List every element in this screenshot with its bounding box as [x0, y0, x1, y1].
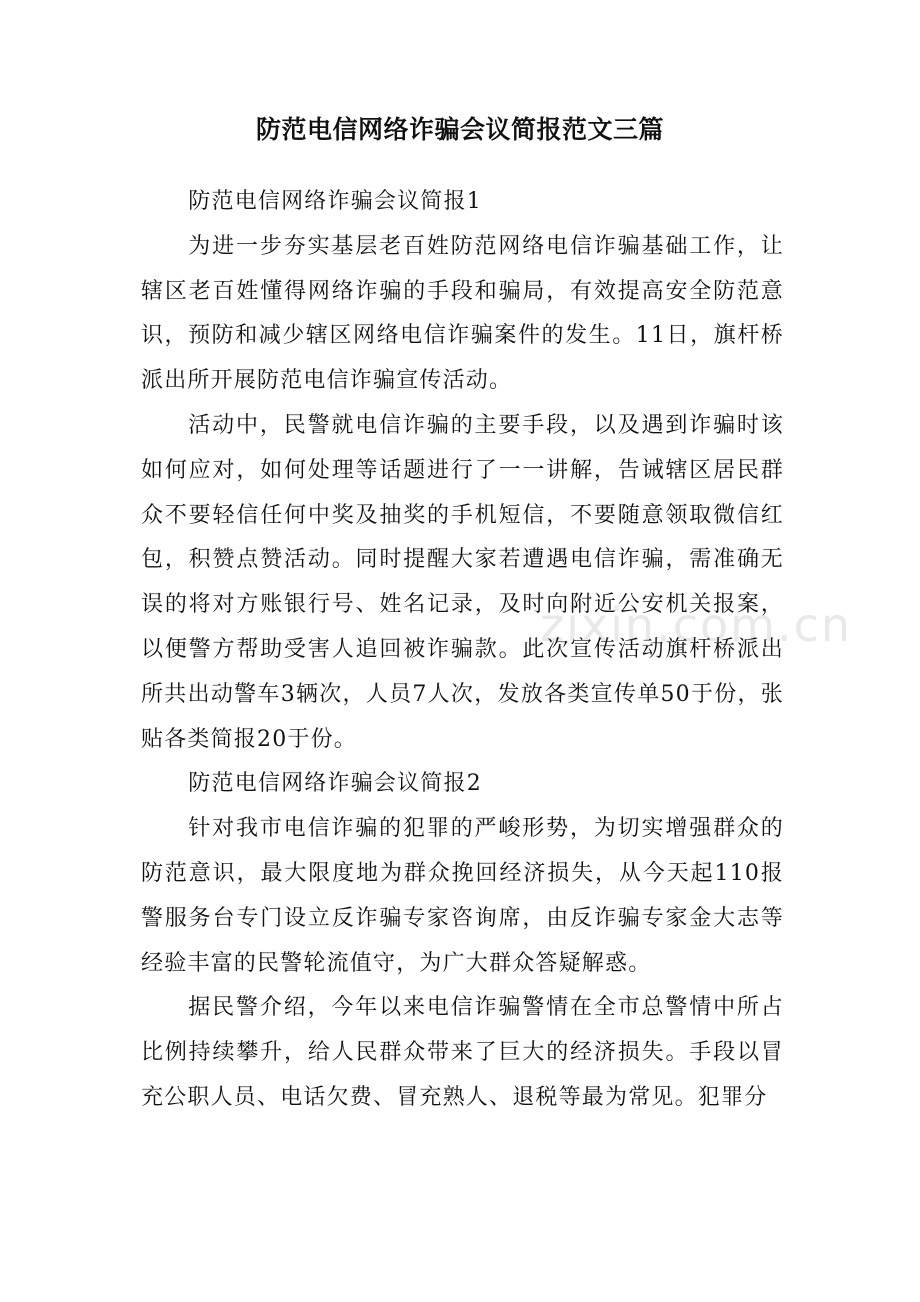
- body-paragraph: 据民警介绍，今年以来电信诈骗警情在全市总警情中所占比例持续攀升，给人民群众带来了巨大的经济损失。手段以冒充公职人员、电话欠费、冒充熟人、退税等最为常见。犯罪分: [141, 995, 784, 1110]
- document-body: [141, 180, 784, 1121]
- watermark-logo: zixin.com.cn: [540, 598, 853, 652]
- body-paragraph: 活动中，民警就电信诈骗的主要手段，以及遇到诈骗时该如何应对，如何处理等话题进行了一一讲解，告诫辖区居民群众不要轻信任何中奖及抽奖的手机短信，不要随意领取微信红包，积赞点赞活动。同时提醒大家若遭遇电信诈骗，需准确无误的将对方账银行号、姓名记录，及时向附近公安机关报案，以便警方帮助受害人追回被诈骗款。此次宣传活动旗杆桥派出所共出动警车3辆次，人员7人次，发放各类宣传单50于份，张贴各类简报20于份。: [141, 412, 784, 752]
- document-title: 防范电信网络诈骗会议简报范文三篇: [255, 115, 664, 144]
- section-heading-2: 防范电信网络诈骗会议简报2: [188, 771, 482, 797]
- body-paragraph: 为进一步夯实基层老百姓防范网络电信诈骗基础工作，让辖区老百姓懂得网络诈骗的手段和骗局，有效提高安全防范意识，预防和减少辖区网络电信诈骗案件的发生。11日，旗杆桥派出所开展防范电信诈骗宣传活动。: [141, 233, 784, 394]
- body-paragraph: 针对我市电信诈骗的犯罪的严峻形势，为切实增强群众的防范意识，最大限度地为群众挽回经济损失，从今天起110报警服务台专门设立反诈骗专家咨询席，由反诈骗专家金大志等经验丰富的民警轮流值守，为广大群众答疑解惑。: [141, 816, 784, 976]
- section-heading-1: 防范电信网络诈骗会议简报1: [188, 189, 482, 214]
